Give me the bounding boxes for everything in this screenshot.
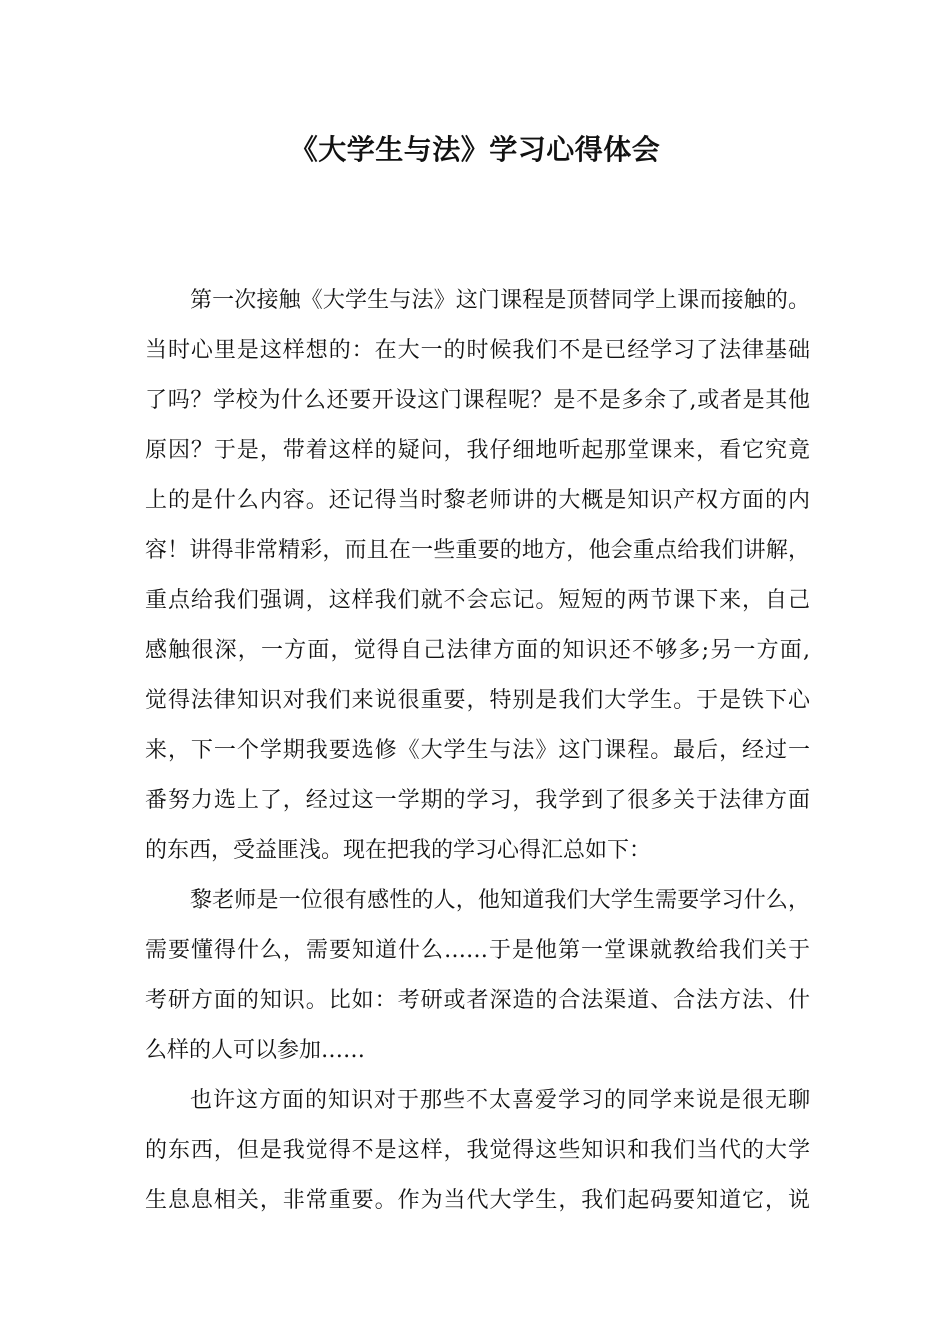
paragraph-line: 第一次接触《大学生与法》这门课程是顶替同学上课而接触的。 xyxy=(190,288,810,313)
paragraph-line: 重点给我们强调，这样我们就不会忘记。短短的两节课下来，自己 xyxy=(145,588,810,613)
document-title: 《大学生与法》学习心得体会 xyxy=(289,133,661,166)
paragraph-line: 的东西，受益匪浅。现在把我的学习心得汇总如下： xyxy=(145,838,652,863)
paragraph-line: 黎老师是一位很有感性的人，他知道我们大学生需要学习什么， xyxy=(190,888,810,913)
paragraph-line: 也许这方面的知识对于那些不太喜爱学习的同学来说是很无聊 xyxy=(190,1088,810,1113)
paragraph-line: 容！讲得非常精彩，而且在一些重要的地方，他会重点给我们讲解， xyxy=(145,538,810,563)
paragraph-line: 感触很深，一方面，觉得自己法律方面的知识还不够多;另一方面, xyxy=(145,638,810,663)
paragraph-line: 原因？于是，带着这样的疑问，我仔细地听起那堂课来，看它究竟 xyxy=(145,438,810,463)
paragraph-line: 觉得法律知识对我们来说很重要，特别是我们大学生。于是铁下心 xyxy=(145,688,810,713)
paragraph-line: 生息息相关，非常重要。作为当代大学生，我们起码要知道它，说 xyxy=(145,1188,810,1213)
paragraph-line: 来，下一个学期我要选修《大学生与法》这门课程。最后，经过一 xyxy=(145,738,810,763)
paragraph-line: 番努力选上了，经过这一学期的学习，我学到了很多关于法律方面 xyxy=(145,788,810,813)
paragraph-line: 考研方面的知识。比如：考研或者深造的合法渠道、合法方法、什 xyxy=(145,988,810,1013)
paragraph-line: 需要懂得什么，需要知道什么……于是他第一堂课就教给我们关于 xyxy=(145,938,810,963)
paragraph-line: 当时心里是这样想的：在大一的时候我们不是已经学习了法律基础 xyxy=(145,338,810,363)
paragraph-line: 的东西，但是我觉得不是这样，我觉得这些知识和我们当代的大学 xyxy=(145,1138,810,1163)
paragraph-line: 么样的人可以参加…… xyxy=(145,1038,366,1063)
paragraph-line: 上的是什么内容。还记得当时黎老师讲的大概是知识产权方面的内 xyxy=(145,488,810,513)
paragraph-line: 了吗？学校为什么还要开设这门课程呢？是不是多余了,或者是其他 xyxy=(145,388,810,413)
